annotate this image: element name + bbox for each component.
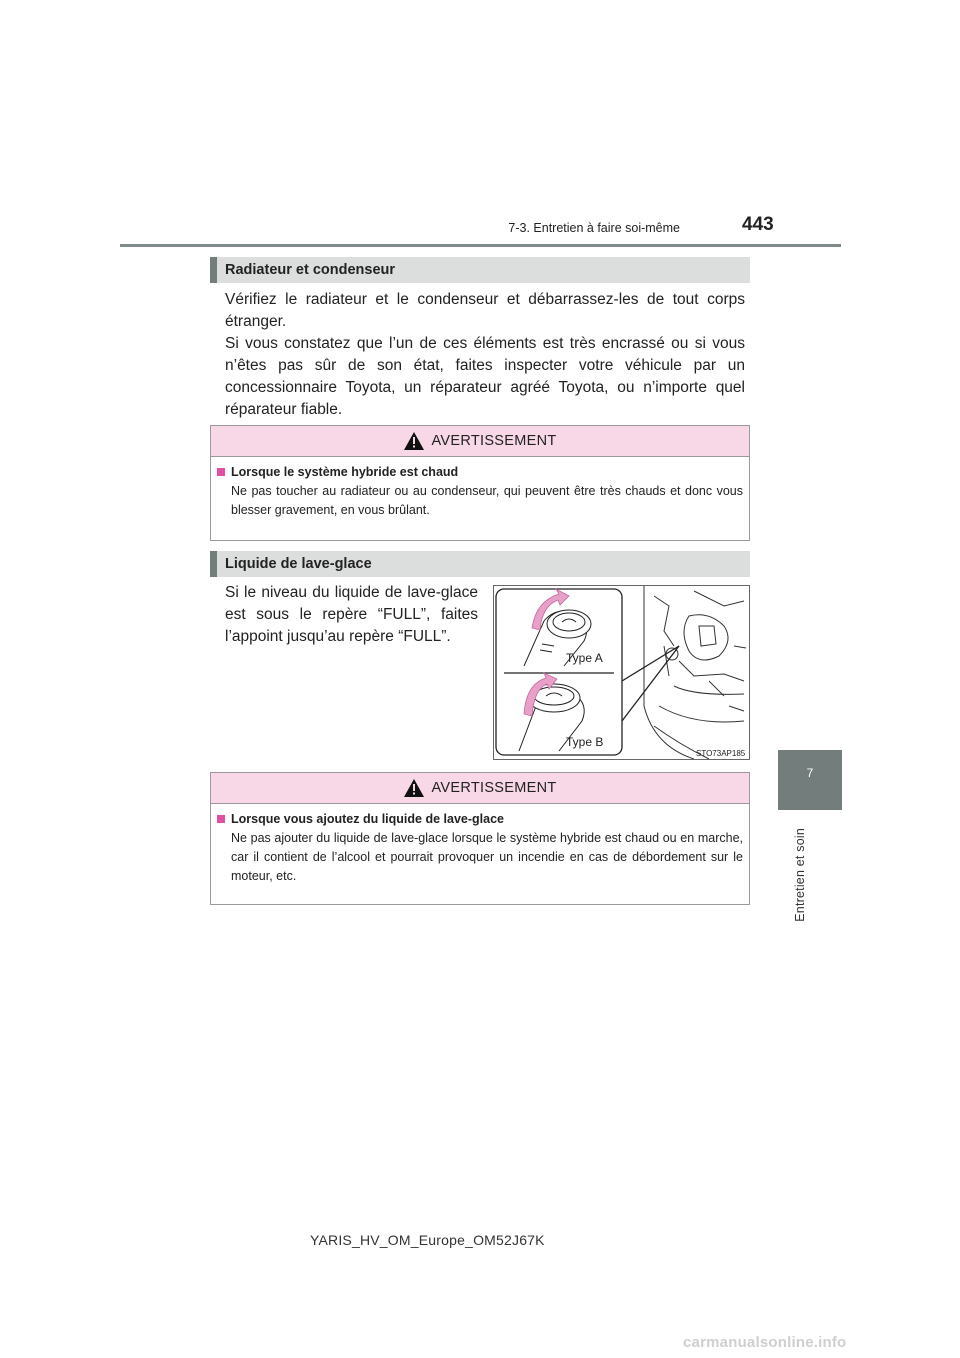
warning-item-title-text: Lorsque le système hybride est chaud — [231, 465, 459, 479]
warning-title: AVERTISSEMENT — [431, 433, 557, 449]
warning-header — [211, 773, 749, 804]
warning-item-text: Ne pas ajouter du liquide de lave-glace lorsque le système hybride est chaud ou en marche, car il contient de l’alcool et pourrait provoquer un incendie en cas de débordement sur le moteur, etc. — [231, 831, 743, 883]
warning-box-washer-fluid — [210, 772, 750, 905]
warning-item-title — [217, 465, 743, 479]
paragraph: Si vous constatez que l’un de ces éléments est très encrassé ou si vous n’êtes pas sûr de son état, faites inspecter votre véhicule par un concessionnaire Toyota, un réparateur agréé Toyota, ou n’importe quel réparateur fiable. — [225, 335, 745, 418]
warning-item-title-text: Lorsque vous ajoutez du liquide de lave-glace — [231, 812, 504, 826]
chapter-number: 7 — [806, 766, 814, 780]
section-washer-body — [225, 582, 478, 648]
warning-triangle-icon — [403, 778, 425, 798]
square-bullet-icon — [217, 815, 225, 823]
paragraph: Si le niveau du liquide de lave-glace est sous le repère “FULL”, faites l’appoint jusqu’au repère “FULL”. — [225, 584, 478, 645]
illustration-code: STO73AP185 — [696, 749, 746, 758]
section-radiator-body — [225, 289, 745, 421]
warning-header — [211, 426, 749, 457]
label-type-b: Type B — [566, 735, 604, 749]
warning-box-hybrid-hot — [210, 425, 750, 541]
washer-fluid-illustration — [493, 585, 750, 760]
chapter-label: Entretien et soin — [793, 828, 807, 922]
footer-doc-id: YARIS_HV_OM_Europe_OM52J67K — [310, 1232, 545, 1248]
warning-title: AVERTISSEMENT — [431, 780, 557, 796]
warning-triangle-icon — [403, 431, 425, 451]
label-type-a: Type A — [566, 651, 603, 665]
warning-item-text: Ne pas toucher au radiateur ou au condenseur, qui peuvent être très chauds et donc vous blesser gravement, en vous brûlant. — [231, 484, 743, 517]
paragraph: Vérifiez le radiateur et le condenseur et débarrassez-les de tout corps étranger. — [225, 291, 745, 330]
page-number: 443 — [742, 214, 774, 235]
warning-body — [211, 457, 749, 530]
square-bullet-icon — [217, 468, 225, 476]
chapter-tab — [778, 750, 842, 810]
section-heading-washer-fluid: Liquide de lave-glace — [210, 551, 750, 577]
warning-item-title — [217, 812, 743, 826]
watermark: carmanualsonline.info — [683, 1334, 847, 1351]
washer-cap-diagram — [494, 586, 749, 759]
header-divider — [120, 244, 841, 247]
warning-body — [211, 804, 749, 896]
section-heading-radiator: Radiateur et condenseur — [210, 257, 750, 283]
